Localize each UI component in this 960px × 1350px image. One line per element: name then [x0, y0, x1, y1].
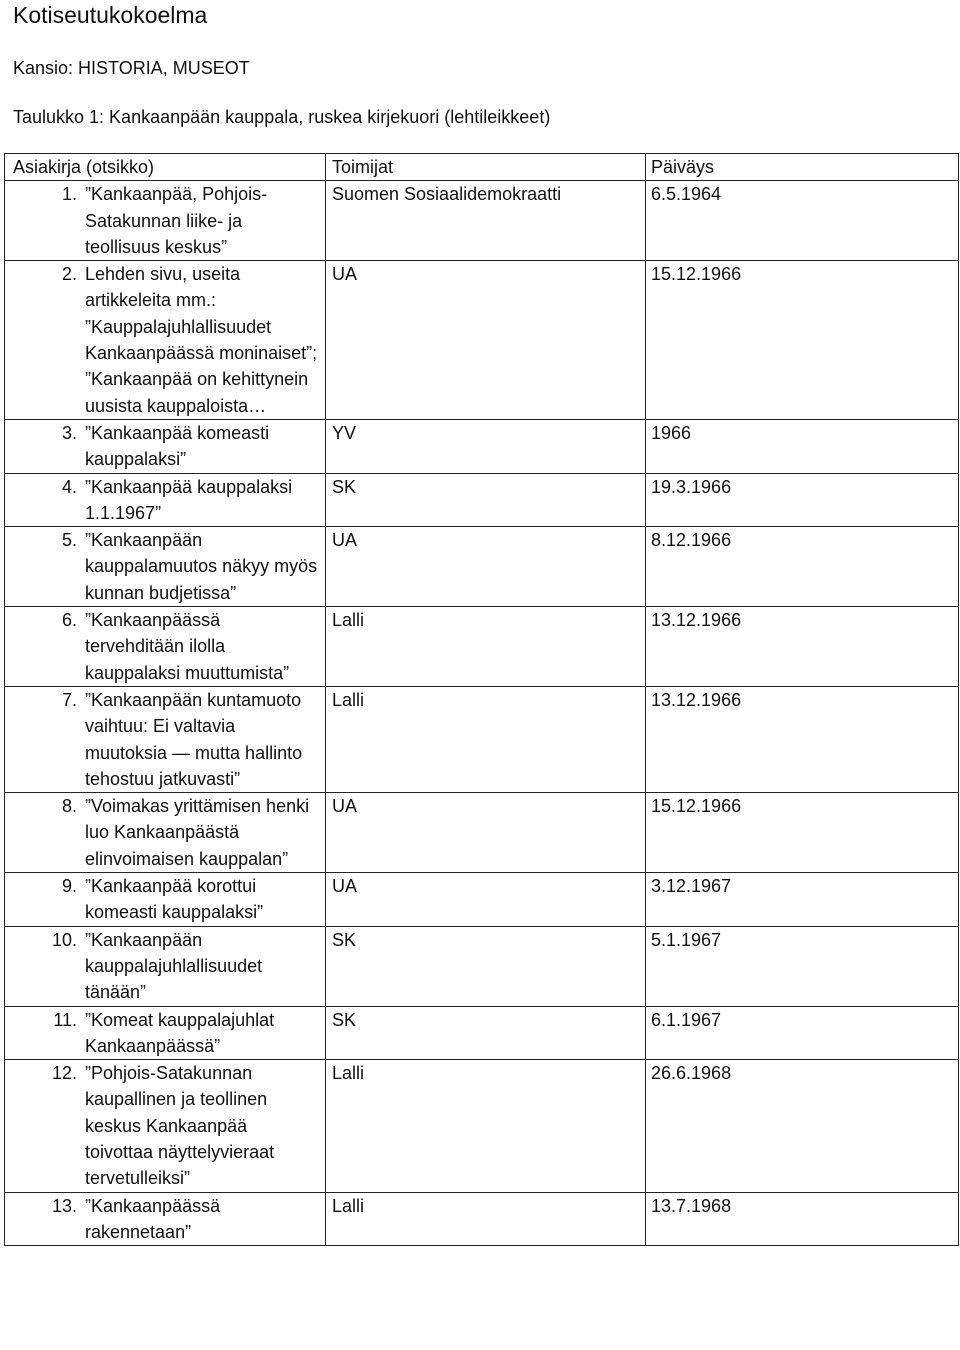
- table-caption: Taulukko 1: Kankaanpään kauppala, ruskea kirjekuori (lehtileikkeet): [13, 107, 551, 127]
- cell-publisher: Lalli: [326, 1060, 646, 1192]
- cell-document: [5, 473, 326, 527]
- document-title-text: ”Voimakas yrittämisen henki luo Kankaanpäästä elinvoimaisen kauppalan”: [85, 796, 310, 869]
- table-row: [5, 926, 959, 1006]
- column-header-document-bold: Asiakirja: [13, 157, 82, 177]
- document-title-text: ”Kankaanpään kauppalajuhlallisuudet tänään”: [85, 929, 263, 1003]
- column-header-document-rest: (otsikko): [81, 157, 155, 177]
- table-row: [5, 686, 959, 792]
- cell-document: [5, 1060, 326, 1192]
- cell-document: [5, 527, 326, 607]
- cell-date: 1966: [646, 419, 959, 473]
- document-title: Kotiseutukokoelma: [13, 2, 208, 28]
- row-number: 4.: [61, 476, 77, 497]
- table-row: [5, 607, 959, 687]
- cell-publisher: SK: [326, 473, 646, 527]
- document-table: [4, 153, 959, 1246]
- table-row: [5, 261, 959, 420]
- cell-document: [5, 607, 326, 687]
- cell-document: [5, 1006, 326, 1060]
- document-title-text: Lehden sivu, useita artikkeleita mm.: ”Kauppalajuhlallisuudet Kankaanpäässä moninaiset”; ”Kankaanpää on kehittynein uusista kauppaloista…: [85, 264, 318, 416]
- cell-publisher: UA: [326, 873, 646, 927]
- table-header-row: [5, 154, 959, 181]
- table-row: [5, 181, 959, 261]
- row-number: 8.: [61, 796, 77, 817]
- table-row: [5, 1006, 959, 1060]
- document-title-text: ”Kankaanpäässä rakennetaan”: [85, 1195, 221, 1242]
- cell-document: [5, 926, 326, 1006]
- cell-date: 15.12.1966: [646, 261, 959, 420]
- column-header-date: Päiväys: [646, 154, 959, 181]
- document-title-text: ”Kankaanpäässä tervehditään ilolla kauppalaksi muuttumista”: [85, 610, 290, 683]
- cell-date: 6.1.1967: [646, 1006, 959, 1060]
- table-row: [5, 1192, 959, 1246]
- cell-document: [5, 181, 326, 261]
- column-header-document: [5, 154, 326, 181]
- row-number: 1.: [61, 184, 77, 205]
- table-row: [5, 419, 959, 473]
- cell-publisher: Suomen Sosiaalidemokraatti: [326, 181, 646, 261]
- cell-document: [5, 873, 326, 927]
- cell-date: 8.12.1966: [646, 527, 959, 607]
- cell-document: [5, 261, 326, 420]
- cell-publisher: Lalli: [326, 686, 646, 792]
- table-row: [5, 473, 959, 527]
- document-title-text: ”Pohjois-Satakunnan kaupallinen ja teollinen keskus Kankaanpää toivottaa näyttelyvieraat tervetulleiksi”: [85, 1063, 275, 1189]
- cell-date: 13.12.1966: [646, 607, 959, 687]
- row-number: 10.: [51, 929, 77, 950]
- cell-publisher: YV: [326, 419, 646, 473]
- cell-date: 26.6.1968: [646, 1060, 959, 1192]
- document-title-text: ”Kankaanpään kuntamuoto vaihtuu: Ei valtavia muutoksia — mutta hallinto tehostuu jatkuvasti”: [85, 689, 303, 789]
- document-title-text: ”Komeat kauppalajuhlat Kankaanpäässä”: [85, 1009, 275, 1056]
- document-title-text: ”Kankaanpää, Pohjois-Satakunnan liike- ja teollisuus keskus”: [85, 184, 268, 257]
- cell-date: 6.5.1964: [646, 181, 959, 261]
- table-row: [5, 527, 959, 607]
- table-row: [5, 793, 959, 873]
- cell-publisher: UA: [326, 261, 646, 420]
- row-number: 9.: [61, 876, 77, 897]
- cell-date: 3.12.1967: [646, 873, 959, 927]
- document-title-text: ”Kankaanpää kauppalaksi 1.1.1967”: [85, 476, 293, 523]
- document-title-text: ”Kankaanpään kauppalamuutos näkyy myös kunnan budjetissa”: [85, 530, 318, 603]
- column-header-publisher: Toimijat: [326, 154, 646, 181]
- folder-line: Kansio: HISTORIA, MUSEOT: [13, 58, 250, 78]
- cell-document: [5, 419, 326, 473]
- cell-publisher: UA: [326, 793, 646, 873]
- cell-date: 19.3.1966: [646, 473, 959, 527]
- table-row: [5, 1060, 959, 1192]
- cell-publisher: UA: [326, 527, 646, 607]
- row-number: 5.: [61, 530, 77, 551]
- cell-publisher: Lalli: [326, 1192, 646, 1246]
- row-number: 6.: [61, 610, 77, 631]
- row-number: 2.: [61, 264, 77, 285]
- row-number: 3.: [61, 422, 77, 443]
- cell-date: 5.1.1967: [646, 926, 959, 1006]
- cell-document: [5, 686, 326, 792]
- cell-publisher: Lalli: [326, 607, 646, 687]
- cell-date: 13.7.1968: [646, 1192, 959, 1246]
- row-number: 11.: [53, 1009, 77, 1030]
- cell-publisher: SK: [326, 926, 646, 1006]
- cell-publisher: SK: [326, 1006, 646, 1060]
- table-row: [5, 873, 959, 927]
- row-number: 13.: [51, 1195, 77, 1216]
- cell-document: [5, 1192, 326, 1246]
- table-body: [5, 181, 959, 1246]
- document-title-text: ”Kankaanpää komeasti kauppalaksi”: [85, 422, 270, 470]
- row-number: 12.: [51, 1063, 77, 1084]
- cell-document: [5, 793, 326, 873]
- document-title-text: ”Kankaanpää korottui komeasti kauppalaksi”: [85, 876, 264, 923]
- cell-date: 15.12.1966: [646, 793, 959, 873]
- cell-date: 13.12.1966: [646, 686, 959, 792]
- row-number: 7.: [61, 689, 77, 710]
